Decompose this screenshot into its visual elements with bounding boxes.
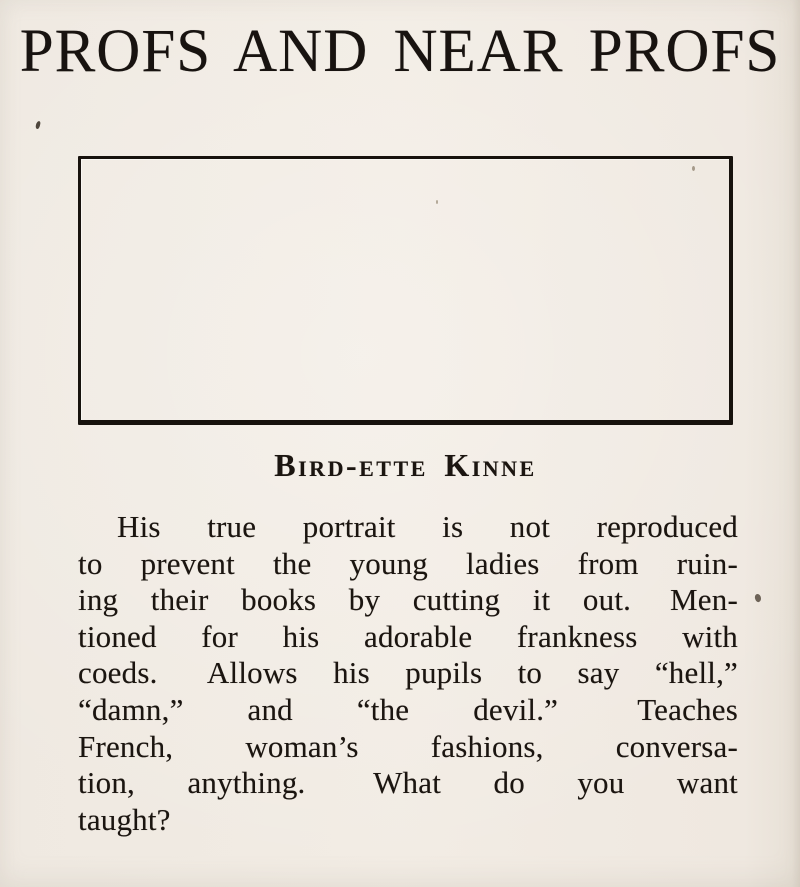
- ink-speck: [35, 121, 41, 130]
- body-line: to prevent the young ladies from ruin-: [78, 545, 738, 581]
- body-line: ing their books by cutting it out. Men-: [78, 582, 738, 618]
- body-line: His true portrait is not reproduced: [117, 509, 738, 544]
- body-line: coeds. Allows his pupils to say “hell,”: [78, 655, 738, 691]
- body-line: tioned for his adorable frankness with: [78, 618, 738, 654]
- ink-speck: [692, 166, 695, 171]
- body-paragraph: [78, 509, 738, 838]
- body-line: taught?: [78, 801, 171, 837]
- body-line: French, woman’s fashions, conversa-: [78, 728, 738, 764]
- portrait-caption: Bird-ette Kinne: [274, 447, 537, 483]
- portrait-placeholder-frame: [78, 156, 733, 425]
- body-line: tion, anything. What do you want: [78, 765, 738, 801]
- ink-speck: [754, 593, 763, 603]
- body-line: “damn,” and “the devil.” Teaches: [78, 691, 738, 727]
- ink-speck: [436, 200, 438, 204]
- page-title: PROFS AND NEAR PROFS: [19, 18, 781, 85]
